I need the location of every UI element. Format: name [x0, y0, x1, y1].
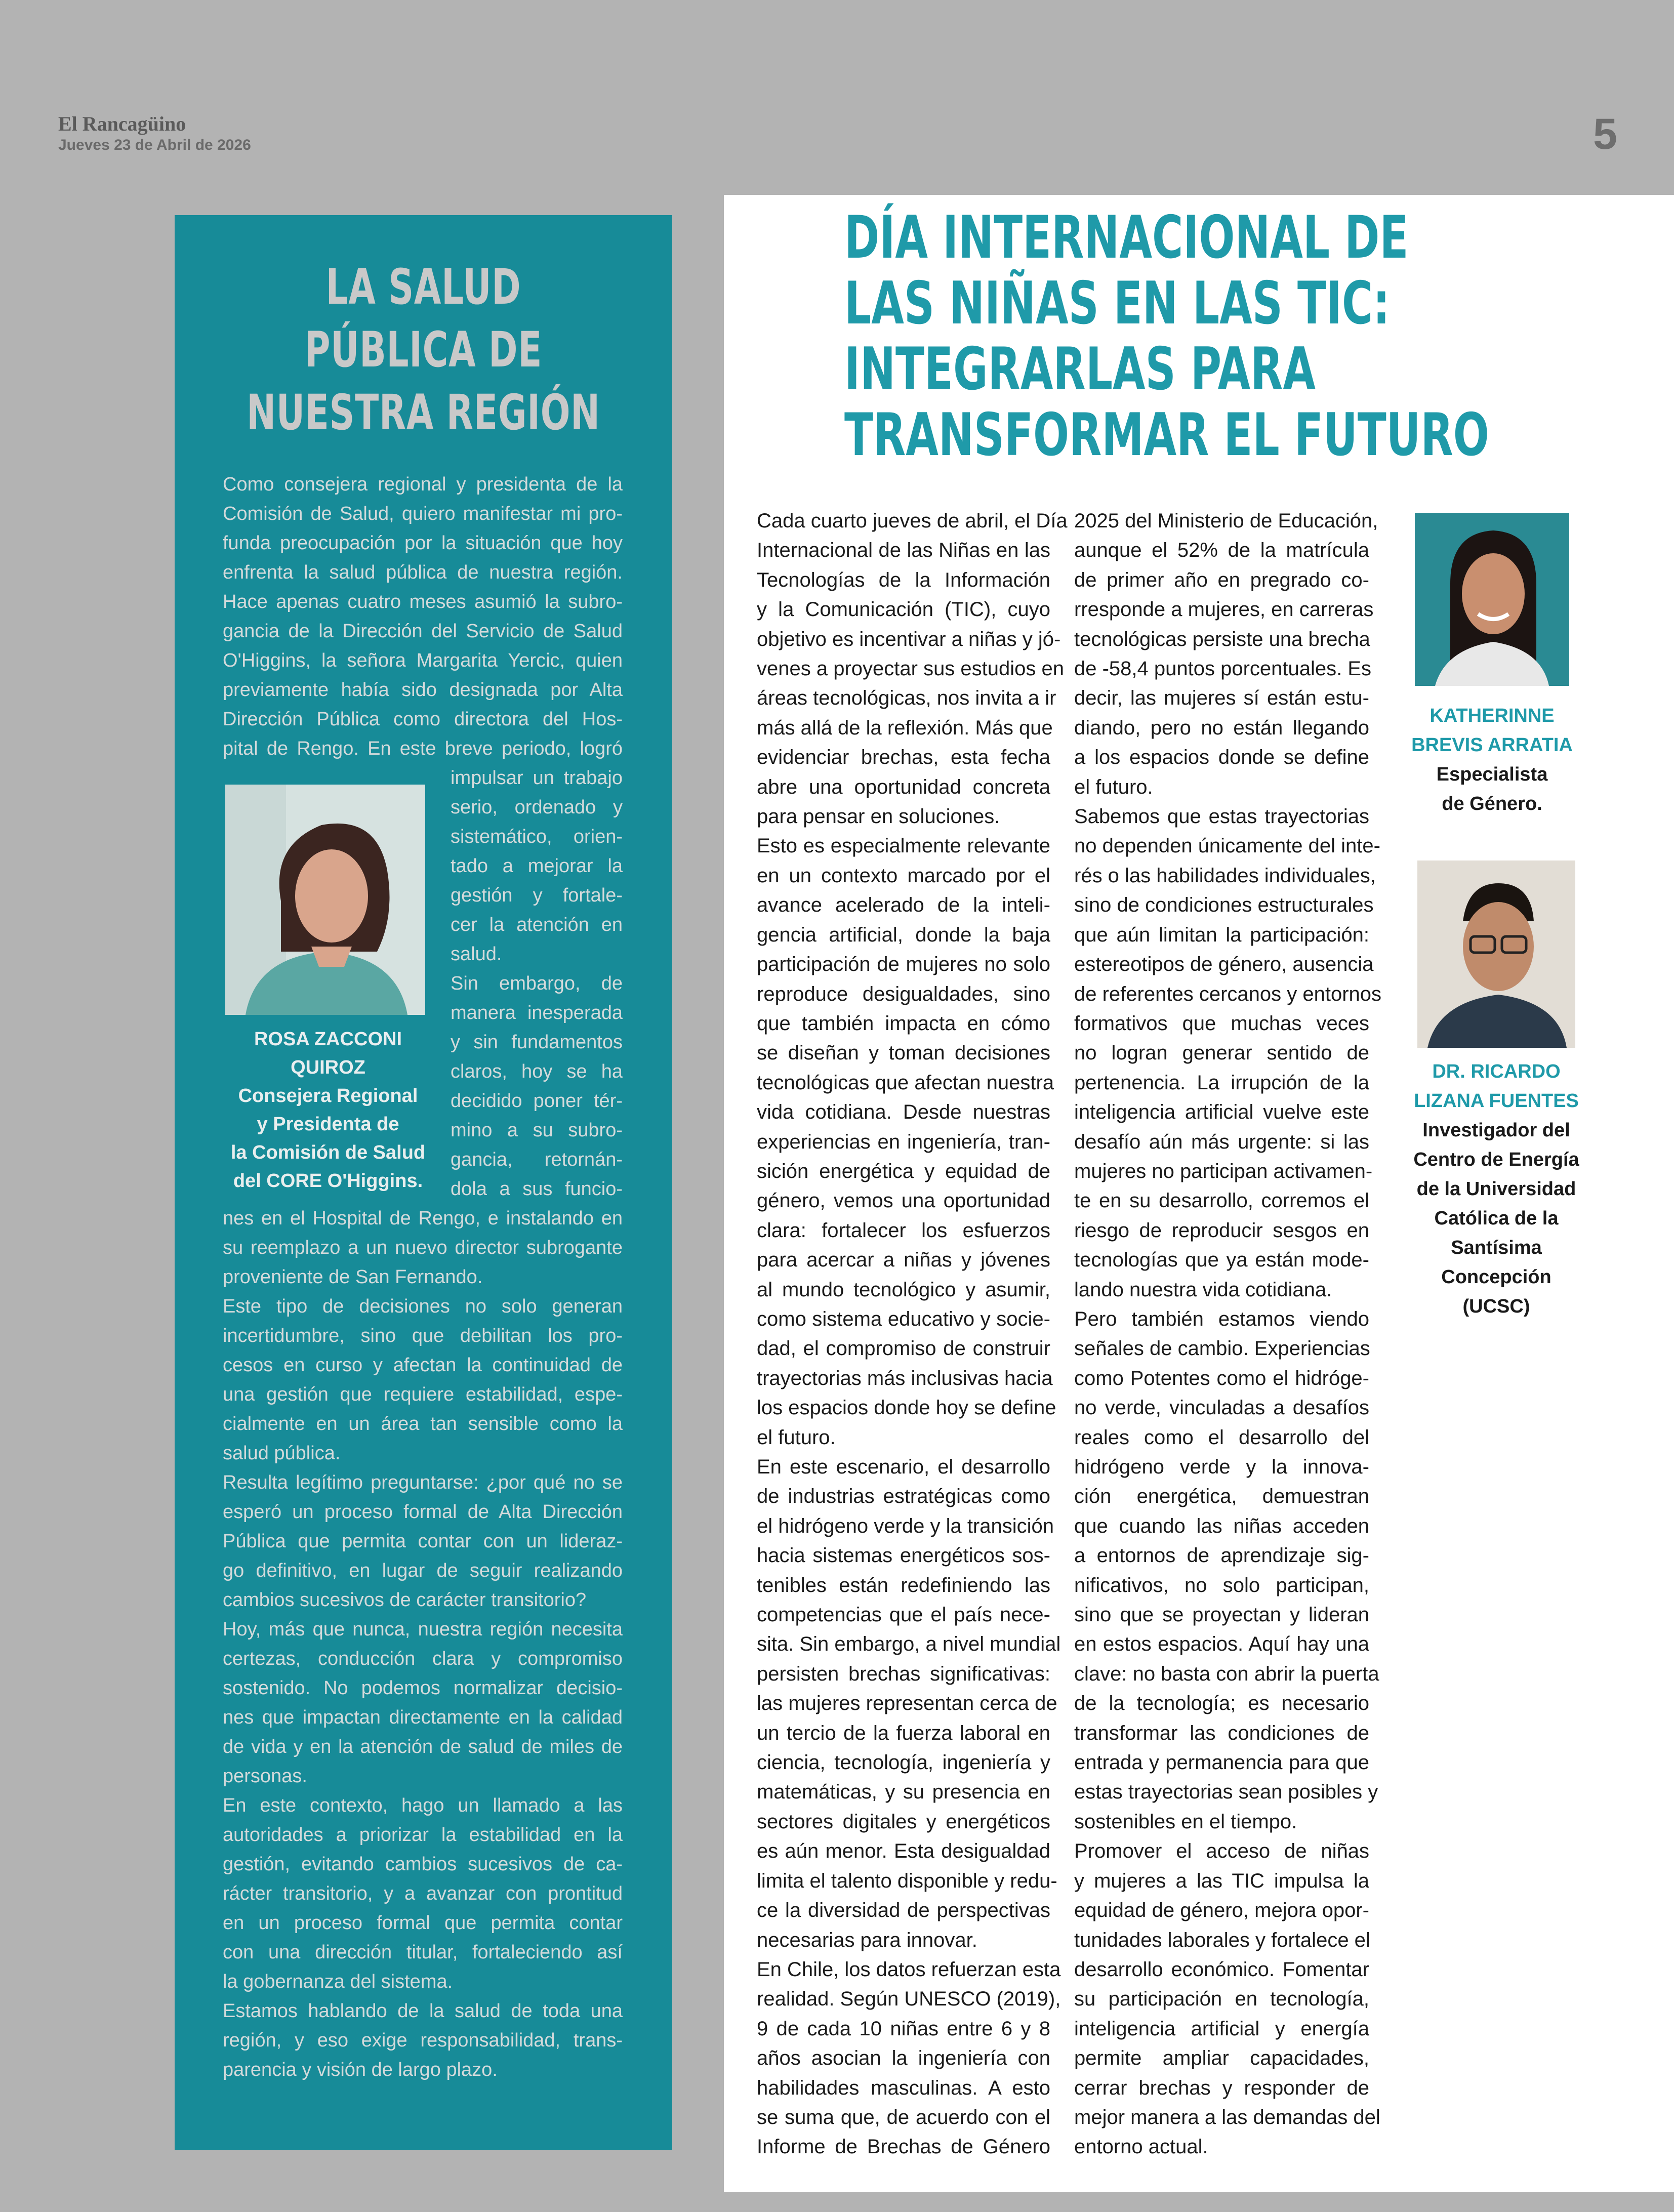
body-text-line: para acercar a niñas y jóvenes: [757, 1249, 1050, 1272]
body-text-line: una gestión que requiere estabilidad, espe-: [223, 1384, 623, 1405]
body-text-line: Tecnologías de la Información: [757, 568, 1050, 591]
headline-line: DÍA INTERNACIONAL DE: [844, 203, 1409, 272]
body-text-line: abre una oportunidad concreta: [757, 775, 1050, 798]
body-text-line: que cuando las niñas acceden: [1074, 1514, 1369, 1537]
body-text-line: pertenencia. La irrupción de la: [1074, 1071, 1369, 1094]
author-role: Investigador del: [1422, 1120, 1570, 1141]
body-text-line: gancia, retornán-: [451, 1149, 623, 1170]
body-text-line: habilidades masculinas. A esto: [757, 2076, 1050, 2099]
author-role: la Comisión de Salud: [230, 1142, 426, 1163]
body-text-line: clave: no basta con abrir la puerta: [1074, 1662, 1379, 1685]
body-text-line: Sabemos que estas trayectorias: [1074, 805, 1369, 828]
body-text-line: cialmente en un área tan sensible como la: [223, 1413, 623, 1435]
body-text-line: su reemplazo a un nuevo director subrogante: [223, 1237, 623, 1258]
body-text-line: salud.: [451, 944, 502, 965]
body-text-line: las mujeres representan cerca de: [757, 1692, 1057, 1715]
body-text-line: reproduce desigualdades, sino: [757, 982, 1050, 1005]
body-text-line: manera inesperada: [451, 1002, 623, 1023]
body-text-line: transformar las condiciones de: [1074, 1722, 1369, 1744]
body-text-line: diando, pero no están llegando: [1074, 716, 1369, 739]
author-caption-katherinne: [1402, 701, 1582, 818]
headline-line: LAS NIÑAS EN LAS TIC:: [844, 269, 1390, 338]
body-text-line: gancia de la Dirección del Servicio de Salud: [223, 621, 623, 642]
author-role: del CORE O'Higgins.: [233, 1170, 423, 1192]
body-text-line: región, y eso exige responsabilidad, trans-: [223, 2030, 623, 2051]
opinion-body-wrap: [451, 763, 623, 1204]
body-text-line: nes en el Hospital de Rengo, e instalando en: [223, 1208, 623, 1229]
body-text-line: salud pública.: [223, 1443, 341, 1464]
feature-headline: [759, 203, 1489, 469]
body-text-line: que también impacta en cómo: [757, 1012, 1050, 1035]
body-text-line: cerrar brechas y responder de: [1074, 2076, 1369, 2099]
opinion-body-bottom: [223, 1204, 623, 2084]
body-text-line: Este tipo de decisiones no solo generan: [223, 1296, 623, 1317]
body-text-line: de vida y en la atención de salud de miles de: [223, 1736, 623, 1757]
body-text-line: hidrógeno verde y la innova-: [1074, 1456, 1369, 1478]
author-role: de la Universidad: [1416, 1178, 1576, 1200]
opinion-author-caption: [217, 1025, 439, 1195]
issue-date: Jueves 23 de Abril de 2026: [58, 137, 251, 153]
body-text-line: mino a su subro-: [451, 1120, 623, 1141]
body-text-line: sita. Sin embargo, a nivel mundial: [757, 1633, 1061, 1656]
body-text-line: equidad de género, mejora opor-: [1074, 1899, 1369, 1922]
body-text-line: se suma que, de acuerdo con el: [757, 2106, 1050, 2128]
author-role: Concepción: [1441, 1266, 1551, 1288]
body-text-line: y sin fundamentos: [451, 1032, 623, 1053]
feature-body-column-2: [1074, 506, 1382, 2162]
body-text-line: certezas, conducción clara y compromiso: [223, 1648, 623, 1669]
body-text-line: Dirección Pública como directora del Hos-: [223, 709, 623, 730]
body-text-line: Hace apenas cuatro meses asumió la subro-: [223, 591, 623, 612]
body-text-line: inteligencia artificial y energía: [1074, 2017, 1369, 2040]
body-text-line: cambios sucesivos de carácter transitorio?: [223, 1589, 587, 1611]
body-text-line: al mundo tecnológico y asumir,: [757, 1278, 1050, 1301]
body-text-line: pital de Rengo. En este breve periodo, logró: [223, 738, 623, 759]
author-role: Consejera Regional: [238, 1085, 418, 1107]
portrait-image: [1415, 513, 1569, 686]
body-text-line: de industrias estratégicas como: [757, 1485, 1050, 1508]
body-text-line: años asocian la ingeniería con: [757, 2047, 1050, 2070]
body-text-line: Resulta legítimo preguntarse: ¿por qué no se: [223, 1472, 623, 1493]
body-text-line: más allá de la reflexión. Más que: [757, 716, 1053, 739]
body-text-line: sostenido. No podemos normalizar decisio-: [223, 1677, 623, 1699]
body-text-line: decidido poner tér-: [451, 1090, 623, 1112]
body-text-line: en un proceso formal que permita contar: [223, 1912, 623, 1934]
body-text-line: un tercio de la fuerza laboral en: [757, 1722, 1050, 1744]
body-text-line: enfrenta la salud pública de nuestra región.: [223, 562, 623, 583]
body-text-line: formativos que muchas veces: [1074, 1012, 1369, 1035]
body-text-line: clara: fortalecer los esfuerzos: [757, 1219, 1050, 1242]
body-text-line: Como consejera regional y presidenta de la: [223, 474, 623, 495]
opinion-title-line: NUESTRA REGIÓN: [247, 384, 600, 441]
body-text-line: te en su desarrollo, corremos el: [1074, 1190, 1369, 1212]
body-text-line: claros, hoy se ha: [451, 1061, 623, 1082]
body-text-line: el futuro.: [757, 1426, 836, 1449]
opinion-title-line: PÚBLICA DE: [304, 321, 543, 378]
body-text-line: en estos espacios. Aquí hay una: [1074, 1633, 1369, 1656]
body-text-line: En este contexto, hago un llamado a las: [223, 1795, 623, 1816]
body-text-line: ce la diversidad de perspectivas: [757, 1899, 1050, 1922]
body-text-line: sistemático, orien-: [451, 826, 623, 847]
body-text-line: gestión y fortale-: [451, 885, 623, 906]
portrait-image: [1417, 861, 1575, 1048]
body-text-line: previamente había sido designada por Alta: [223, 679, 623, 701]
body-text-line: Pero también estamos viendo: [1074, 1307, 1369, 1330]
body-text-line: competencias que el país nece-: [757, 1604, 1050, 1626]
headline-line: INTEGRARLAS PARA: [844, 335, 1316, 403]
body-text-line: Internacional de las Niñas en las: [757, 539, 1050, 562]
author-role: Santísima: [1451, 1237, 1542, 1258]
body-text-line: tecnologías que ya están mode-: [1074, 1249, 1369, 1272]
author-photo-rosa-zacconi: [225, 785, 425, 1015]
body-text-line: parencia y visión de largo plazo.: [223, 2059, 498, 2080]
body-text-line: trayectorias más inclusivas hacia: [757, 1367, 1053, 1389]
body-text-line: autoridades a priorizar la estabilidad en la: [223, 1824, 623, 1846]
body-text-line: evidenciar brechas, esta fecha: [757, 746, 1050, 769]
body-text-line: con una dirección titular, fortaleciendo así: [223, 1942, 623, 1963]
body-text-line: matemáticas, y su presencia en: [757, 1781, 1050, 1804]
body-text-line: Comisión de Salud, quiero manifestar mi pro-: [223, 503, 623, 524]
body-text-line: Informe de Brechas de Género: [757, 2136, 1050, 2158]
body-text-line: serio, ordenado y: [451, 797, 623, 818]
body-text-line: riesgo de reproducir sesgos en: [1074, 1219, 1369, 1242]
body-text-line: avance acelerado de la inteli-: [757, 894, 1050, 917]
body-text-line: de la tecnología; es necesario: [1074, 1692, 1369, 1715]
body-text-line: ciencia, tecnología, ingeniería y: [757, 1751, 1050, 1774]
body-text-line: incertidumbre, sino que debilitan los pro-: [223, 1325, 623, 1346]
author-role: (UCSC): [1462, 1296, 1530, 1317]
body-text-line: el futuro.: [1074, 775, 1153, 798]
body-text-line: no dependen únicamente del inte-: [1074, 835, 1380, 857]
opinion-body-top: [223, 470, 623, 763]
body-text-line: persisten brechas significativas:: [757, 1662, 1050, 1685]
body-text-line: permite ampliar capacidades,: [1074, 2047, 1369, 2070]
body-text-line: sino que se proyectan y lideran: [1074, 1604, 1369, 1626]
body-text-line: sostenibles en el tiempo.: [1074, 1810, 1297, 1833]
opinion-title-line: LA SALUD: [325, 259, 521, 315]
body-text-line: entrada y permanencia para que: [1074, 1751, 1369, 1774]
body-text-line: no logran generar sentido de: [1074, 1042, 1369, 1064]
body-text-line: los espacios donde hoy se define: [757, 1397, 1056, 1419]
author-role: Católica de la: [1434, 1208, 1559, 1229]
masthead: [58, 112, 251, 155]
body-text-line: dola a sus funcio-: [451, 1178, 623, 1200]
body-text-line: ción energética, demuestran: [1074, 1485, 1369, 1508]
author-name: LIZANA FUENTES: [1414, 1090, 1579, 1112]
body-text-line: lando nuestra vida cotidiana.: [1074, 1278, 1332, 1301]
body-text-line: género, vemos una oportunidad: [757, 1190, 1050, 1212]
body-text-line: nificativos, no solo participan,: [1074, 1574, 1369, 1596]
author-name: QUIROZ: [291, 1057, 365, 1078]
body-text-line: impulsar un trabajo: [451, 767, 623, 789]
body-text-line: tecnológicas persiste una brecha: [1074, 628, 1370, 650]
body-text-line: hacia sistemas energéticos sos-: [757, 1544, 1050, 1567]
body-text-line: estas trayectorias sean posibles y: [1074, 1781, 1378, 1804]
body-text-line: que aún limitan la participación:: [1074, 923, 1369, 946]
body-text-line: en un contexto marcado por el: [757, 864, 1050, 887]
body-text-line: Estamos hablando de la salud de toda una: [223, 2000, 623, 2022]
body-text-line: Sin embargo, de: [451, 973, 623, 994]
body-text-line: y mujeres a las TIC impulsa la: [1074, 1869, 1369, 1892]
author-caption-ricardo: [1402, 1057, 1590, 1321]
body-text-line: no verde, vinculadas a desafíos: [1074, 1397, 1369, 1419]
body-text-line: gencia artificial, donde la baja: [757, 923, 1050, 946]
body-text-line: O'Higgins, la señora Margarita Yercic, quien: [223, 650, 623, 671]
body-text-line: Hoy, más que nunca, nuestra región necesita: [223, 1619, 623, 1640]
body-text-line: mujeres no participan activamen-: [1074, 1160, 1373, 1182]
body-text-line: aunque el 52% de la matrícula: [1074, 539, 1369, 562]
body-text-line: cer la atención en: [451, 914, 623, 935]
newspaper-name: El Rancagüino: [58, 112, 186, 135]
body-text-line: En Chile, los datos refuerzan esta: [757, 1958, 1061, 1981]
body-text-line: desafío aún más urgente: si las: [1074, 1130, 1369, 1153]
body-text-line: tunidades laborales y fortalece el: [1074, 1929, 1370, 1951]
body-text-line: necesarias para innovar.: [757, 1929, 977, 1951]
body-text-line: como Potentes como el hidróge-: [1074, 1367, 1369, 1389]
body-text-line: desarrollo económico. Fomentar: [1074, 1958, 1369, 1981]
body-text-line: vida cotidiana. Desde nuestras: [757, 1101, 1050, 1124]
body-text-line: es aún menor. Esta desigualdad: [757, 1840, 1050, 1863]
body-text-line: decir, las mujeres sí están estu-: [1074, 687, 1369, 710]
body-text-line: la gobernanza del sistema.: [223, 1971, 453, 1992]
body-text-line: Esto es especialmente relevante: [757, 835, 1050, 857]
body-text-line: para pensar en soluciones.: [757, 805, 1000, 828]
body-text-line: tenibles están redefiniendo las: [757, 1574, 1050, 1596]
body-text-line: personas.: [223, 1766, 307, 1787]
body-text-line: sición energética y equidad de: [757, 1160, 1050, 1182]
author-name: DR. RICARDO: [1432, 1061, 1561, 1082]
body-text-line: áreas tecnológicas, nos invita a ir: [757, 687, 1056, 710]
body-text-line: rés o las habilidades individuales,: [1074, 864, 1376, 887]
body-text-line: sectores digitales y energéticos: [757, 1810, 1050, 1833]
body-text-line: nes que impactan directamente en la calidad: [223, 1707, 623, 1728]
body-text-line: gestión, evitando cambios sucesivos de ca-: [223, 1854, 623, 1875]
body-text-line: experiencias en ingeniería, tran-: [757, 1130, 1050, 1153]
body-text-line: rácter transitorio, y a avanzar con prontitud: [223, 1883, 623, 1904]
body-text-line: esperó un proceso formal de Alta Dirección: [223, 1501, 623, 1523]
body-text-line: Pública que permita contar con un lideraz-: [223, 1531, 623, 1552]
body-text-line: En este escenario, el desarrollo: [757, 1456, 1050, 1478]
body-text-line: limita el talento disponible y redu-: [757, 1869, 1057, 1892]
body-text-line: tado a mejorar la: [451, 855, 623, 877]
page-number: 5: [1593, 110, 1617, 158]
body-text-line: señales de cambio. Experiencias: [1074, 1337, 1370, 1360]
body-text-line: proveniente de San Fernando.: [223, 1266, 483, 1288]
body-text-line: se diseñan y toman decisiones: [757, 1042, 1050, 1064]
body-text-line: de -58,4 puntos porcentuales. Es: [1074, 658, 1372, 680]
headline-line: TRANSFORMAR EL FUTURO: [844, 401, 1489, 469]
body-text-line: realidad. Según UNESCO (2019),: [757, 1988, 1061, 2011]
body-text-line: participación de mujeres no solo: [757, 953, 1050, 976]
body-text-line: sino de condiciones estructurales: [1074, 894, 1374, 917]
body-text-line: dad, el compromiso de construir: [757, 1337, 1050, 1360]
body-text-line: Cada cuarto jueves de abril, el Día: [757, 510, 1068, 532]
body-text-line: a los espacios donde se define: [1074, 746, 1369, 769]
portrait-image: [225, 785, 425, 1015]
author-name: BREVIS ARRATIA: [1411, 734, 1573, 756]
body-text-line: inteligencia artificial vuelve este: [1074, 1101, 1369, 1124]
body-text-line: estereotipos de género, ausencia: [1074, 953, 1374, 976]
body-text-line: 9 de cada 10 niñas entre 6 y 8: [757, 2017, 1050, 2040]
body-text-line: reales como el desarrollo del: [1074, 1426, 1369, 1449]
body-text-line: de primer año en pregrado co-: [1074, 568, 1369, 591]
body-text-line: 2025 del Ministerio de Educación,: [1074, 510, 1378, 532]
author-role: Centro de Energía: [1413, 1149, 1579, 1170]
body-text-line: rresponde a mujeres, en carreras: [1074, 598, 1374, 621]
author-photo-katherinne-brevis: [1415, 513, 1569, 686]
body-text-line: tecnológicas que afectan nuestra: [757, 1071, 1054, 1094]
body-text-line: Promover el acceso de niñas: [1074, 1840, 1369, 1863]
body-text-line: cesos en curso y afectan la continuidad de: [223, 1355, 623, 1376]
body-text-line: funda preocupación por la situación que hoy: [223, 532, 623, 554]
author-name: KATHERINNE: [1430, 705, 1555, 726]
body-text-line: como sistema educativo y socie-: [757, 1307, 1050, 1330]
author-name: ROSA ZACCONI: [254, 1029, 402, 1050]
author-role: de Género.: [1442, 793, 1542, 814]
author-role: y Presidenta de: [257, 1114, 399, 1135]
feature-body-column-1: [757, 506, 1068, 2162]
body-text-line: de referentes cercanos y entornos: [1074, 982, 1382, 1005]
author-photo-ricardo-lizana: [1417, 861, 1575, 1048]
body-text-line: entorno actual.: [1074, 2136, 1208, 2158]
body-text-line: el hidrógeno verde y la transición: [757, 1514, 1054, 1537]
body-text-line: su participación en tecnología,: [1074, 1988, 1369, 2011]
body-text-line: y la Comunicación (TIC), cuyo: [757, 598, 1050, 621]
body-text-line: venes a proyectar sus estudios en: [757, 658, 1065, 680]
body-text-line: go definitivo, en lugar de seguir realizando: [223, 1560, 623, 1581]
body-text-line: objetivo es incentivar a niñas y jó-: [757, 628, 1061, 650]
body-text-line: a entornos de aprendizaje sig-: [1074, 1544, 1369, 1567]
body-text-line: mejor manera a las demandas del: [1074, 2106, 1380, 2128]
opinion-title: [244, 256, 603, 444]
author-role: Especialista: [1436, 764, 1548, 785]
